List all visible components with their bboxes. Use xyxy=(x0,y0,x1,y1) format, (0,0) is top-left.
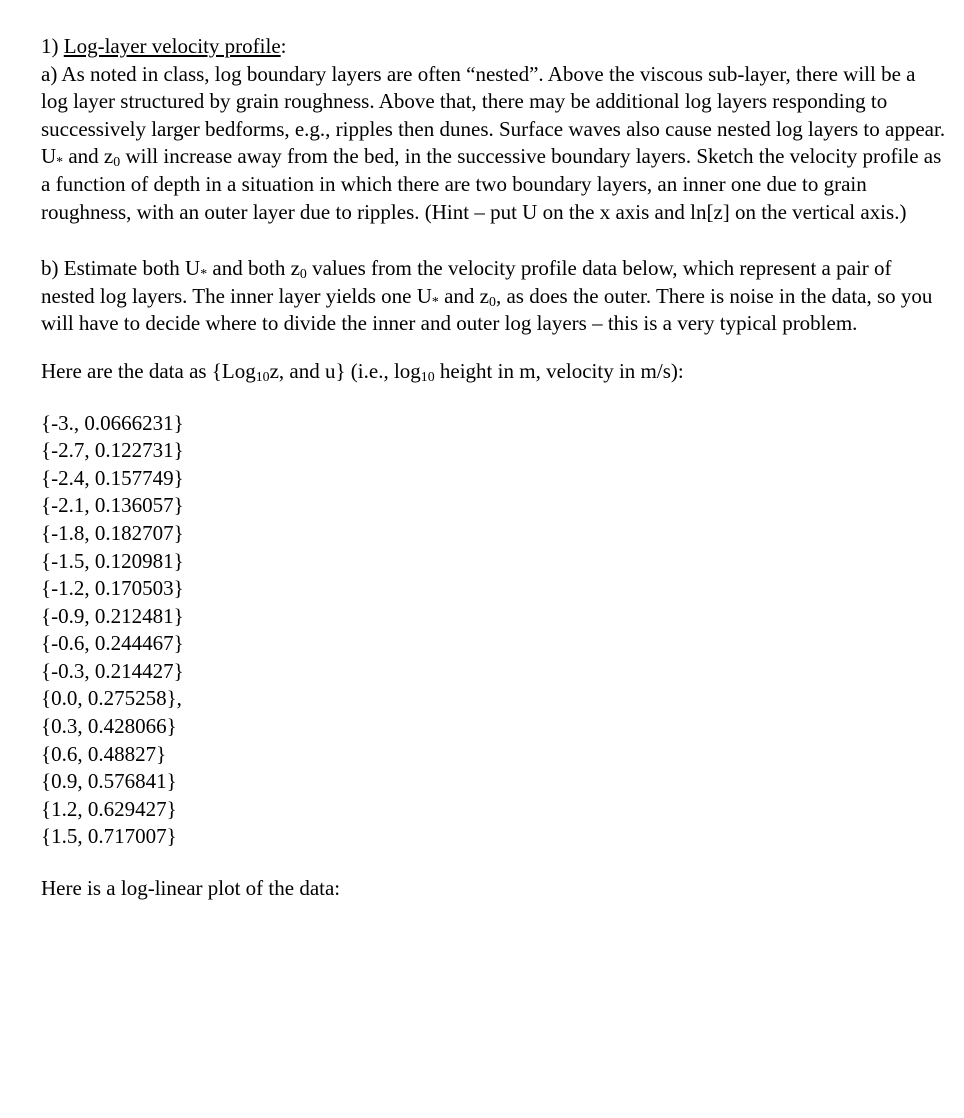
z0-subscript: 0 xyxy=(489,293,496,309)
part-a-paragraph xyxy=(41,61,946,227)
part-b-text-5: , as does the outer. There is noise in the data, so you will have to decide where to divide the inner and outer log layers – this is a very typical problem. xyxy=(41,283,933,336)
z0-subscript: 0 xyxy=(113,154,121,170)
data-intro-text-3: height in m, velocity in m/s): xyxy=(434,358,684,383)
data-point: {-0.9, 0.212481} xyxy=(41,603,184,628)
part-b-text-4: and z xyxy=(438,283,490,308)
data-intro-line xyxy=(41,358,946,386)
data-point: {0.6, 0.48827} xyxy=(41,741,167,766)
data-point: {0.9, 0.576841} xyxy=(41,769,177,794)
data-point: {-2.7, 0.122731} xyxy=(41,438,184,463)
question-title: Log-layer velocity profile xyxy=(63,34,281,58)
plot-caption: Here is a log-linear plot of the data: xyxy=(41,876,341,901)
data-point: {-3., 0.0666231} xyxy=(41,410,184,435)
data-point: {-1.5, 0.120981} xyxy=(41,548,184,573)
data-point: {-0.6, 0.244467} xyxy=(41,631,184,656)
question-number: 1) xyxy=(41,34,59,58)
part-b-text-2: and both z xyxy=(207,256,300,281)
data-point: {-1.2, 0.170503} xyxy=(41,576,184,601)
data-points-list xyxy=(41,410,946,852)
question-title-colon: : xyxy=(280,34,287,58)
question-heading xyxy=(41,33,946,61)
ustar-symbol: * xyxy=(431,293,439,309)
data-point: {0.0, 0.275258}, xyxy=(41,686,182,711)
part-b-text-3: values from the velocity profile data below, which represent a pair of nested log layers. The inner layer yields one U xyxy=(41,256,892,308)
log10-subscript: 10 xyxy=(255,368,270,384)
data-point: {-0.3, 0.214427} xyxy=(41,658,184,683)
ustar-symbol: * xyxy=(56,154,64,170)
data-point: {1.5, 0.717007} xyxy=(41,824,177,849)
document-page xyxy=(41,33,946,903)
data-point: {1.2, 0.629427} xyxy=(41,796,177,821)
log10-subscript: 10 xyxy=(420,368,435,384)
spacer xyxy=(41,226,946,255)
spacer xyxy=(41,338,946,358)
z0-subscript: 0 xyxy=(299,266,307,282)
part-b-text-1: b) Estimate both U xyxy=(41,256,201,281)
part-a-text-3: will increase away from the bed, in the successive boundary layers. Sketch the velocity profile as a function of depth in a situation in which there are two boundary layers, an inner one due to grain roughness, with an outer layer due to ripples. (Hint – put U on the x axis and ln[z] on the vertical axis.) xyxy=(41,144,942,224)
part-b-paragraph xyxy=(41,255,946,338)
part-a-text-2: and z xyxy=(63,144,114,169)
data-point: {-1.8, 0.182707} xyxy=(41,520,184,545)
spacer xyxy=(41,386,946,410)
data-point: {0.3, 0.428066} xyxy=(41,714,177,739)
data-point: {-2.4, 0.157749} xyxy=(41,465,184,490)
part-a-text-1: a) As noted in class, log boundary layers are often “nested”. Above the viscous sub-layer, there will be a log layer structured by grain roughness. Above that, there may be additional log layers responding to successively larger bedforms, e.g., ripples then dunes. Surface waves also cause nested log layers to appear. U xyxy=(41,61,946,169)
data-intro-text-1: Here are the data as {Log xyxy=(41,358,256,383)
ustar-symbol: * xyxy=(200,266,208,282)
data-point: {-2.1, 0.136057} xyxy=(41,493,184,518)
data-intro-text-2: z, and u} (i.e., log xyxy=(269,358,421,383)
spacer xyxy=(41,851,946,875)
